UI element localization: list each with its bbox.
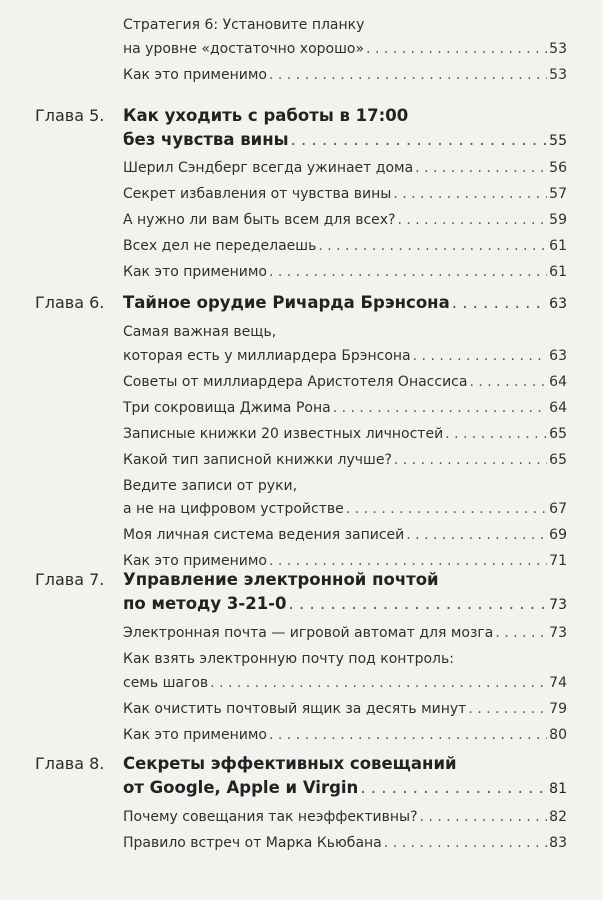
entry-text: Как очистить почтовый ящик за десять минут: [123, 700, 467, 717]
chapter-label: Глава 8.: [35, 754, 105, 773]
chapter-5: [0, 104, 603, 285]
page-number: 73: [549, 597, 567, 613]
leader-dots: [393, 183, 547, 207]
page-number: 65: [549, 425, 567, 442]
entry-text: Записные книжки 20 известных личностей: [123, 425, 444, 442]
leader-dots: [210, 672, 547, 696]
page-number: 63: [549, 347, 567, 364]
toc-entry[interactable]: [123, 209, 567, 233]
page-number: 73: [549, 625, 567, 641]
leader-dots: [269, 261, 547, 285]
toc-entry-strategy-6[interactable]: [123, 14, 567, 87]
page-number: 61: [549, 264, 567, 280]
entry-text-line: Самая важная вещь,: [123, 324, 277, 340]
page-number: 83: [549, 835, 567, 851]
chapter-label: Глава 6.: [35, 293, 105, 312]
chapter-title[interactable]: [123, 568, 567, 617]
page-number: 74: [549, 674, 567, 691]
entry-text: Три сокровища Джима Рона: [123, 399, 331, 416]
chapter-label: Глава 5.: [35, 106, 105, 125]
entry-text-line: семь шагов: [123, 674, 209, 691]
leader-dots: [452, 291, 547, 315]
chapter-title[interactable]: [123, 752, 567, 801]
page-number: 53: [549, 66, 567, 83]
toc-entry[interactable]: [123, 524, 567, 548]
chapter-title-line: по методу 3-21-0: [123, 594, 287, 613]
chapter-title-line: Управление электронной почтой: [123, 570, 439, 589]
toc-entry-apply[interactable]: [123, 64, 567, 88]
entry-text: Почему совещания так неэффективны?: [123, 809, 418, 825]
leader-dots: [445, 423, 547, 447]
toc-entry[interactable]: [123, 475, 567, 522]
chapter-title-line: Как уходить с работы в 17:00: [123, 106, 409, 125]
entry-text: Всех дел не переделаешь: [123, 238, 317, 254]
page-number: 79: [549, 700, 567, 717]
entry-text-line: которая есть у миллиардера Брэнсона: [123, 347, 411, 364]
leader-dots: [346, 498, 547, 522]
page-number: 53: [549, 40, 567, 57]
entry-text: Как это применимо: [123, 264, 267, 280]
chapter-title[interactable]: [123, 291, 567, 316]
entry-text: Как это применимо: [123, 726, 267, 743]
leader-dots: [413, 345, 548, 369]
chapter-label: Глава 7.: [35, 570, 105, 589]
chapter-title-line: Секреты эффективных совещаний: [123, 754, 457, 773]
page-number: 55: [549, 133, 567, 149]
entry-text-line: Стратегия 6: Установите планку: [123, 17, 365, 33]
leader-dots: [269, 64, 547, 88]
page-number: 81: [549, 781, 567, 797]
page-number: 82: [549, 809, 567, 825]
page-number: 64: [549, 399, 567, 416]
toc-entry[interactable]: [123, 183, 567, 207]
toc-entry[interactable]: [123, 806, 567, 830]
leader-dots: [406, 524, 547, 548]
entry-text-line: на уровне «достаточно хорошо»: [123, 40, 365, 57]
chapter-title-line: без чувства вины: [123, 130, 289, 149]
page-number: 71: [549, 553, 567, 569]
entry-text: Шерил Сэндберг всегда ужинает дома: [123, 160, 414, 176]
leader-dots: [333, 397, 547, 421]
leader-dots: [397, 209, 547, 233]
entry-text: Советы от миллиардера Аристотеля Онассиса: [123, 373, 468, 390]
leader-dots: [289, 592, 548, 616]
leader-dots: [394, 449, 547, 473]
entry-text: Секрет избавления от чувства вины: [123, 186, 392, 202]
toc-entry[interactable]: [123, 832, 567, 856]
entry-text: А нужно ли вам быть всем для всех?: [123, 212, 396, 228]
leader-dots: [420, 806, 548, 830]
page-number: 59: [549, 212, 567, 228]
page-number: 63: [549, 296, 567, 312]
entry-text: Как это применимо: [123, 553, 267, 569]
page-number: 67: [549, 501, 567, 517]
leader-dots: [269, 724, 547, 748]
page-number: 69: [549, 527, 567, 543]
chapter-8: [0, 752, 603, 856]
page-number: 64: [549, 373, 567, 390]
leader-dots: [384, 832, 547, 856]
leader-dots: [318, 235, 547, 259]
toc-entry[interactable]: [123, 648, 567, 695]
toc-entry[interactable]: [123, 423, 567, 447]
entry-text: Как это применимо: [123, 66, 267, 83]
entry-text-line: а не на цифровом устройстве: [123, 501, 344, 517]
chapter-title-line: Тайное орудие Ричарда Брэнсона: [123, 293, 450, 312]
page-number: 80: [549, 726, 567, 743]
leader-dots: [291, 128, 548, 152]
leader-dots: [366, 38, 547, 62]
toc-entry[interactable]: [123, 235, 567, 259]
toc-entry[interactable]: [123, 397, 567, 421]
chapter-7: [0, 568, 603, 747]
toc-entry[interactable]: [123, 724, 567, 748]
toc-entry[interactable]: [123, 321, 567, 368]
leader-dots: [360, 776, 547, 800]
toc-entry[interactable]: [123, 261, 567, 285]
toc-entry: [123, 14, 567, 61]
toc-entry[interactable]: [123, 698, 567, 722]
chapter-title-line: от Google, Apple и Virgin: [123, 778, 359, 797]
leader-dots: [495, 622, 547, 646]
chapter-title[interactable]: [123, 104, 567, 153]
entry-text: Моя личная система ведения записей: [123, 527, 405, 543]
page-number: 56: [549, 160, 567, 176]
entry-text-line: Ведите записи от руки,: [123, 477, 298, 494]
page-number: 65: [549, 451, 567, 468]
toc-entry[interactable]: [123, 157, 567, 181]
leader-dots: [468, 698, 547, 722]
entry-text: Какой тип записной книжки лучше?: [123, 451, 392, 468]
entry-text: Правило встреч от Марка Кьюбана: [123, 835, 382, 851]
entry-text: Электронная почта — игровой автомат для мозга: [123, 625, 494, 641]
toc-entry[interactable]: [123, 371, 567, 395]
toc-entry[interactable]: [123, 449, 567, 473]
page-number: 61: [549, 238, 567, 254]
leader-dots: [415, 157, 547, 181]
leader-dots: [469, 371, 547, 395]
entry-text-line: Как взять электронную почту под контроль:: [123, 651, 454, 667]
chapter-6: [0, 291, 603, 574]
page-number: 57: [549, 186, 567, 202]
toc-entry[interactable]: [123, 622, 567, 646]
